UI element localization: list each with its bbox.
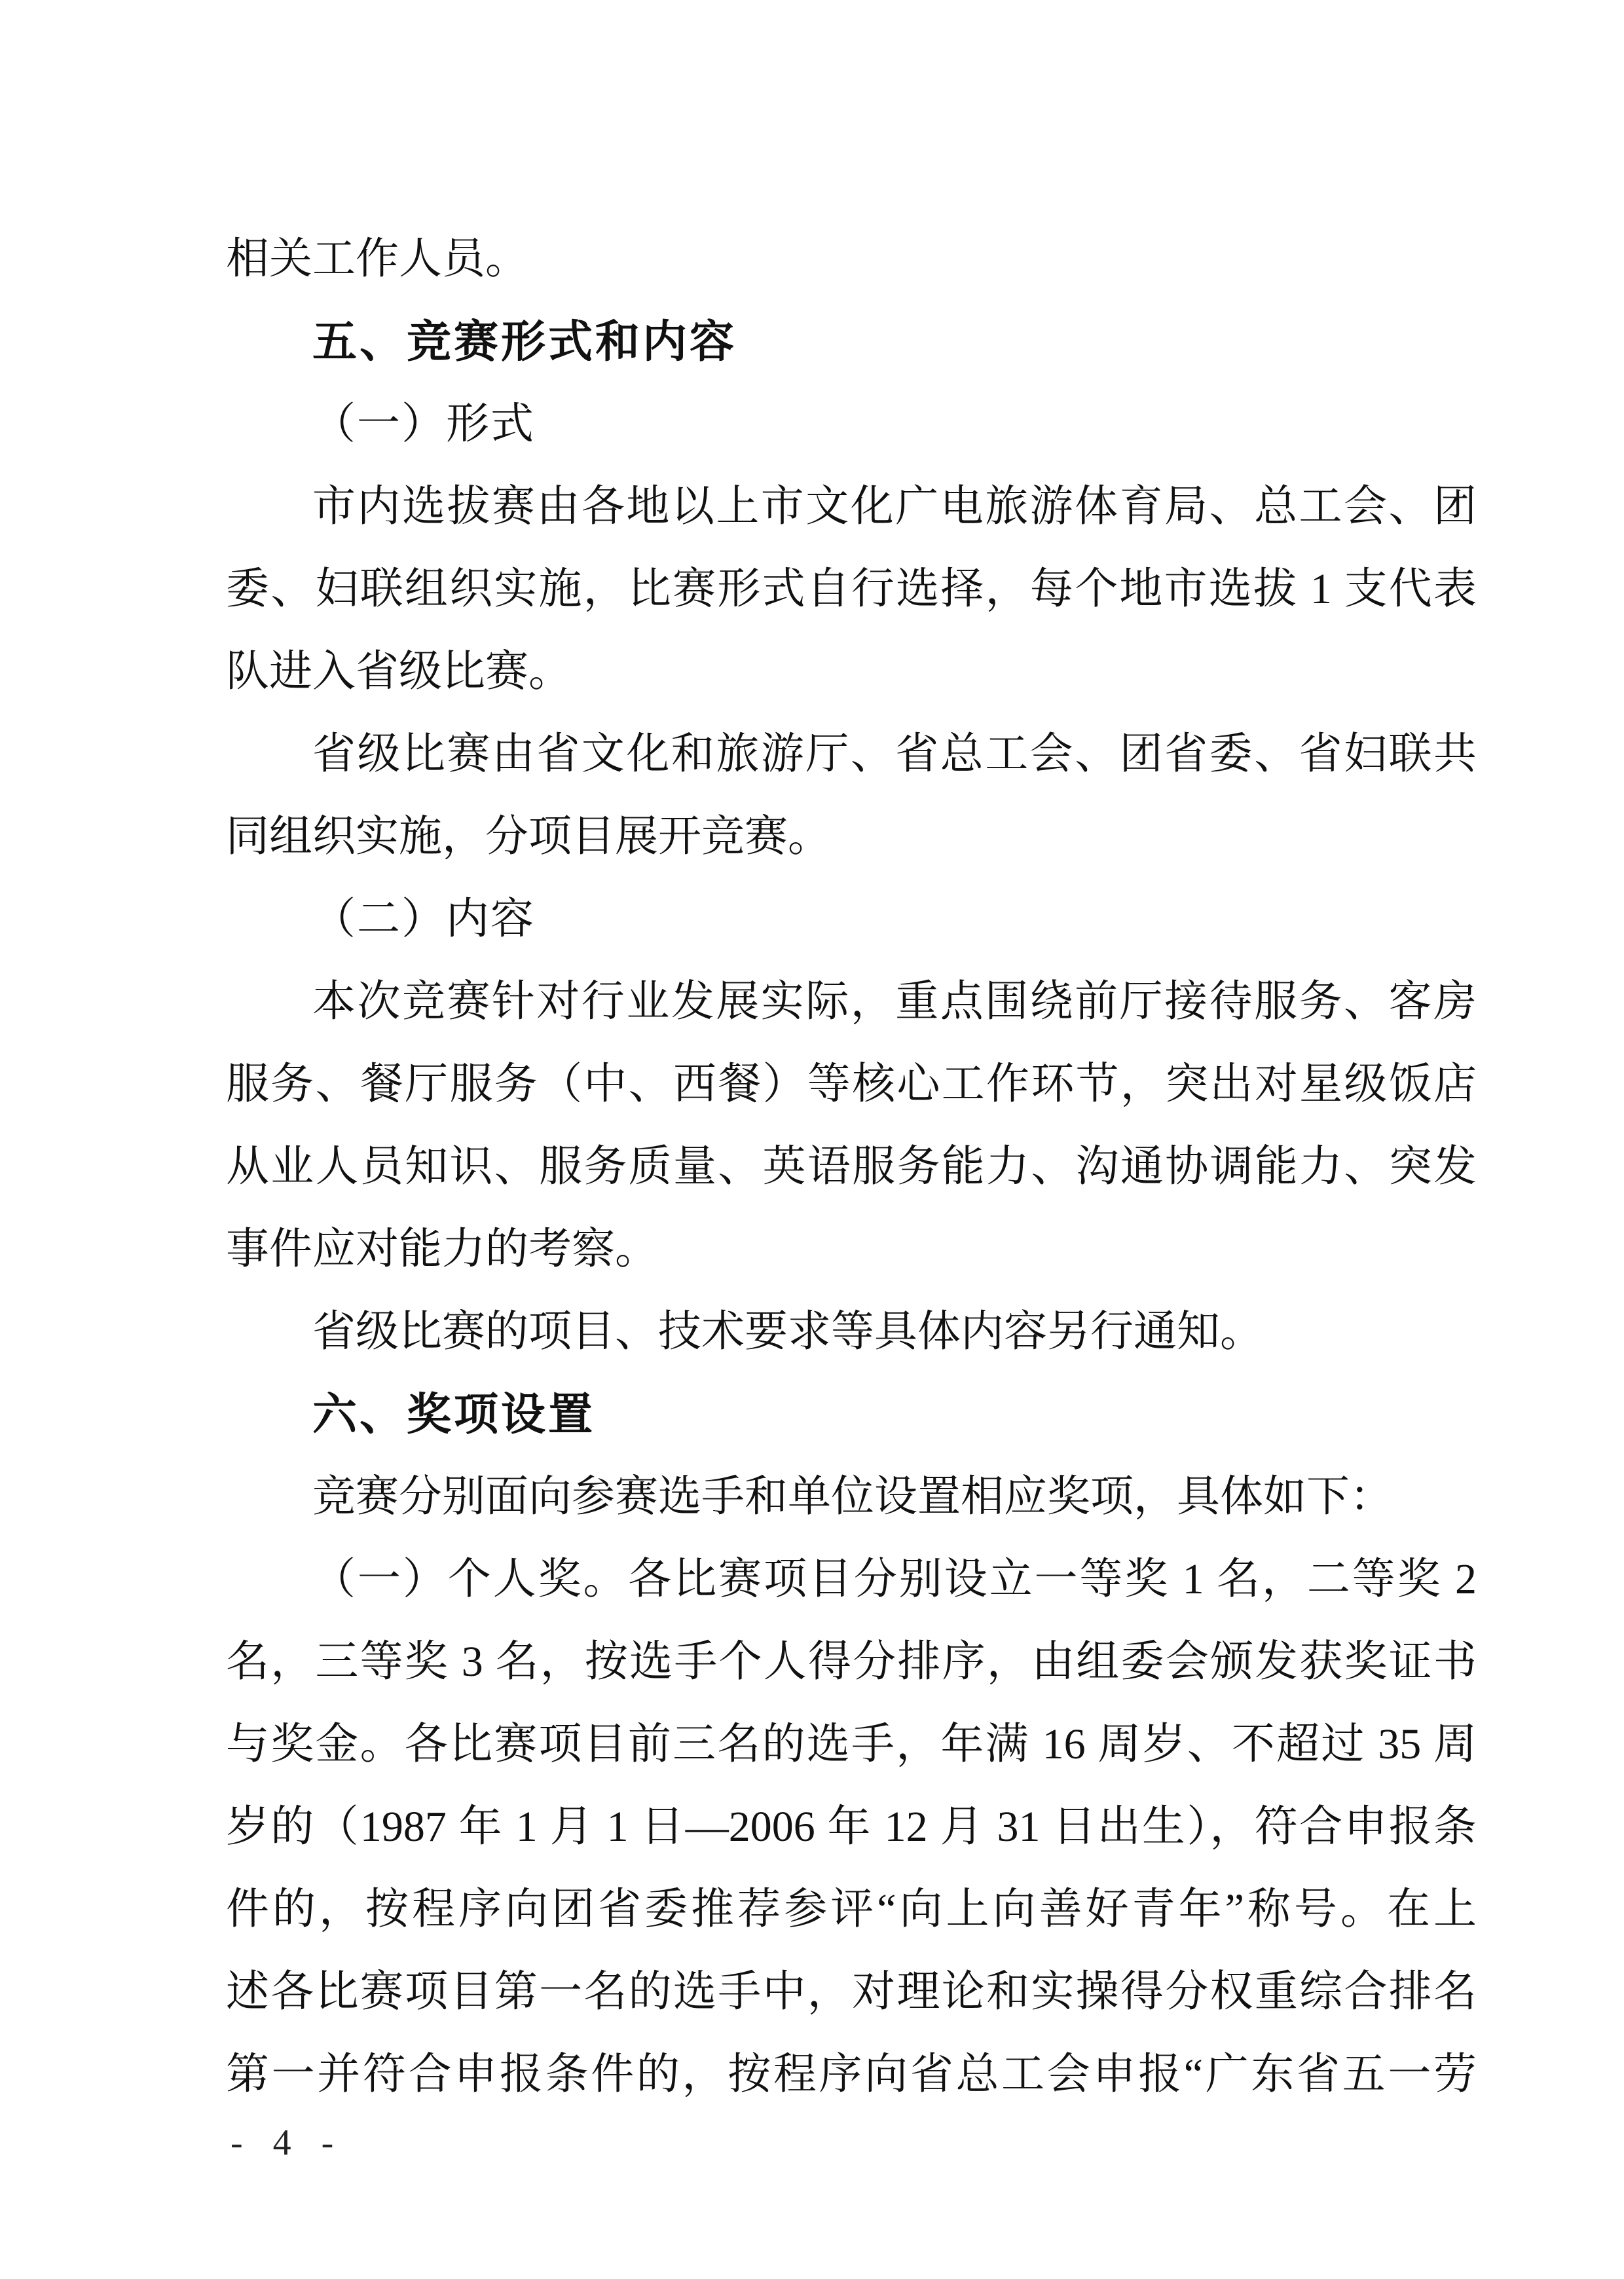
body-line: 述各比赛项目第一名的选手中，对理论和实操得分权重综合排名 [226, 1968, 1477, 2016]
body-line: 名，三等奖 3 名，按选手个人得分排序，由组委会颁发获奖证书 [226, 1638, 1477, 1686]
body-line: 岁的（1987 年 1 月 1 日—2006 年 12 月 31 日出生），符合申报条 [226, 1803, 1477, 1851]
sub-heading-1-form: （一）形式 [312, 400, 535, 448]
body-line: 与奖金。各比赛项目前三名的选手，年满 16 周岁、不超过 35 周 [226, 1720, 1477, 1768]
page-number: - 4 - [231, 2122, 344, 2163]
document-text-block [226, 218, 1477, 2116]
body-line: 省级比赛的项目、技术要求等具体内容另行通知。 [312, 1308, 1263, 1356]
body-line: 队进入省级比赛。 [226, 648, 572, 695]
body-line: （一）个人奖。各比赛项目分别设立一等奖 1 名，二等奖 2 [312, 1555, 1477, 1603]
body-line: 同组织实施，分项目展开竞赛。 [226, 813, 831, 861]
body-line: 委、妇联组织实施，比赛形式自行选择，每个地市选拔 1 支代表 [226, 565, 1477, 613]
section-heading-6: 六、奖项设置 [312, 1390, 596, 1439]
body-line: 事件应对能力的考察。 [226, 1225, 658, 1273]
sub-heading-2-content: （二）内容 [312, 895, 535, 943]
body-line: 本次竞赛针对行业发展实际，重点围绕前厅接待服务、客房 [312, 978, 1477, 1026]
section-heading-5: 五、竞赛形式和内容 [312, 317, 737, 367]
body-line: 相关工作人员。 [226, 235, 528, 283]
body-line: 省级比赛由省文化和旅游厅、省总工会、团省委、省妇联共 [312, 730, 1477, 778]
body-line: 从业人员知识、服务质量、英语服务能力、沟通协调能力、突发 [226, 1143, 1477, 1191]
body-line: 竞赛分别面向参赛选手和单位设置相应奖项，具体如下： [312, 1473, 1393, 1521]
body-line: 服务、餐厅服务（中、西餐）等核心工作环节，突出对星级饭店 [226, 1060, 1477, 1108]
body-line: 件的，按程序向团省委推荐参评“向上向善好青年”称号。在上 [226, 1885, 1477, 1933]
body-line: 第一并符合申报条件的，按程序向省总工会申报“广东省五一劳 [226, 2050, 1477, 2098]
body-line: 市内选拔赛由各地以上市文化广电旅游体育局、总工会、团 [312, 483, 1477, 530]
